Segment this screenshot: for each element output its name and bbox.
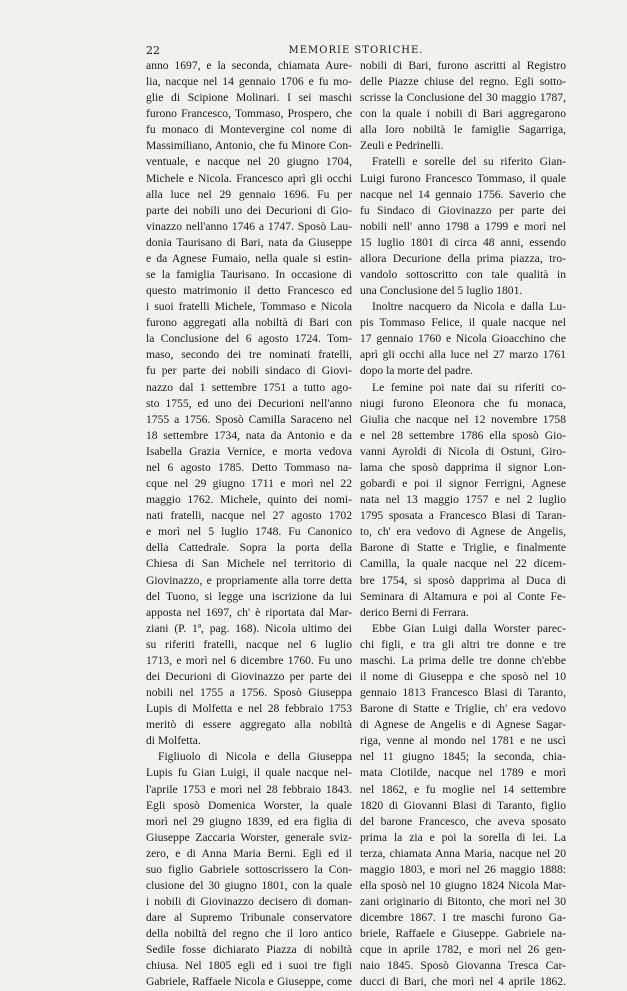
text-line: sto 1755, ed uno dei Decurioni nell'anno: [146, 396, 352, 410]
text-line: 17 gennaio 1760 e Nicola Gioacchino che: [360, 332, 566, 346]
text-line: dare al Supremo Tribunale conservatore: [146, 911, 352, 925]
text-line: del barone Francesco, che aveva sposato: [360, 814, 566, 828]
text-line: alla luce nel 29 gennaio 1696. Fu per: [146, 187, 352, 201]
text-line: nata nel 13 maggio 1757 e nel 2 luglio: [360, 493, 566, 507]
text-line: Luigi furono Francesco Tommaso, il quale: [360, 171, 566, 185]
text-line: naio 1845. Sposò Giovanna Tresca Car-: [360, 959, 566, 973]
text-line: Massimiliano, Antonio, che fu Minore Con-: [146, 139, 352, 153]
text-line: furono aggregati alla nobiltà di Bari con: [146, 316, 352, 330]
text-line: fu monaco di Montevergine col nome di: [146, 123, 352, 137]
text-line: dei Decurioni di Giovinazzo per parte dei: [146, 669, 352, 683]
text-line: maschi. La prima delle tre donne ch'ebbe: [360, 653, 566, 667]
text-line: cque in aprile 1782, e morì nel 26 gen-: [360, 943, 566, 957]
text-line: e nel 28 settembre 1786 ella sposò Gio-: [360, 428, 566, 442]
text-line: vanni Ayroldi di Nicola di Ostuni, Giro-: [360, 444, 566, 458]
text-line: nacque nel 14 gennaio 1756. Saverio che: [360, 187, 566, 201]
text-line: nazzo dal 1 settembre 1751 a tutto ago-: [146, 380, 352, 394]
text-line: gobardi e poi il signor Ferrigni, Agnese: [360, 477, 566, 491]
text-line: vinazzo nell'anno 1746 a 1747. Sposò Lau-: [146, 219, 352, 233]
text-line: nobili di Bari, furono ascritti al Registro: [360, 59, 566, 72]
text-line: Le femine poi nate dai su riferiti co-: [372, 380, 566, 394]
text-line: zani originario di Bitonto, che morì nel 30: [360, 895, 566, 909]
text-line: i suoi fratelli Michele, Tommaso e Nicola: [146, 300, 352, 314]
text-line: maggio 1762. Michele, quinto dei nomi-: [146, 493, 352, 507]
text-line: dicembre 1867. I tre maschi furono Ga-: [360, 911, 566, 925]
text-line: riga, venne al mondo nel 1781 e ne uscì: [360, 734, 566, 748]
text-line: Sedile fosse dichiarato Piazza di nobiltà: [146, 943, 352, 957]
text-line: 18 settembre 1734, nata da Antonio e da: [146, 428, 352, 442]
text-line: Barone di Statte e Triglie, e finalmente: [360, 541, 566, 555]
text-line: di Molfetta.: [146, 734, 201, 748]
text-line: zero, e di Anna Maria Berni. Egli ed il: [146, 846, 352, 860]
text-line: nobili nel 1755 a 1756. Sposò Giuseppa: [146, 686, 352, 700]
running-title: MEMORIE STORICHE.: [288, 45, 424, 56]
text-line: Fratelli e sorelle del su riferito Gian-: [372, 155, 566, 169]
text-line: meritò di essere aggregato alla nobiltà: [146, 718, 352, 732]
text-line: 1820 di Giovanni Blasi di Taranto, figlio: [360, 798, 566, 812]
text-line: maso, secondo dei tre nominati fratelli,: [146, 348, 352, 362]
text-line: donia Taurisano di Bari, nata da Giuseppe: [146, 235, 352, 249]
text-line: della Cattedrale. Sopra la porta della: [146, 541, 352, 555]
text-line: glie di Scipione Molinari. I sei maschi: [146, 91, 352, 105]
text-line: fu per parte dei nobili sindaco di Giovi-: [146, 364, 352, 378]
text-line: clusione del 30 giugno 1801, con la quale: [146, 878, 352, 892]
text-line: suo figlio Gabriele sottoscrissero la Con-: [146, 862, 352, 876]
text-line: i nobili di Giovinazzo decisero di doman-: [146, 895, 352, 909]
text-line: to, ch' era vedovo di Agnese de Angelis,: [360, 525, 566, 539]
text-line: Ebbe Gian Luigi dalla Worster parec-: [372, 621, 566, 635]
text-line: delle Piazze chiuse del regno. Egli sotto-: [360, 75, 566, 89]
text-line: il nome di Giuseppa e che sposò nel 10: [360, 669, 566, 683]
text-line: bre 1754, si sposò dapprima al Duca di: [360, 573, 566, 587]
text-line: 1755 a 1756. Sposò Camilla Saraceno nel: [146, 412, 352, 426]
text-line: nel 1862, e fu moglie nel 14 settembre: [360, 782, 566, 796]
text-line: Figliuolo di Nicola e della Giuseppa: [158, 750, 352, 764]
text-line: nel 11 giugno 1845; la seconda, chia-: [360, 750, 566, 764]
text-line: Seminara di Altamura e poi al Conte Fe-: [360, 589, 566, 603]
text-line: ventuale, e nacque nel 20 giugno 1704,: [146, 155, 352, 169]
text-line: Egli sposò Domenica Worster, la quale: [146, 798, 352, 812]
text-line: maggio 1803, e morì nel 26 maggio 1888:: [360, 862, 566, 876]
left-text-column: [146, 58, 352, 991]
text-line: Gabriele, Raffaele Nicola e Giuseppe, come: [146, 975, 352, 989]
text-line: Chiesa di San Michele nel territorio di: [146, 557, 352, 571]
text-line: Barone di Statte e Triglie, ch' era vedovo: [360, 702, 566, 716]
text-line: della nobiltà del regno che il loro antico: [146, 927, 352, 941]
text-line: furono Francesco, Tommaso, Prospero, che: [146, 107, 352, 121]
text-line: anno 1697, e la seconda, chiamata Aure-: [146, 59, 352, 72]
text-line: allora Decurione della prima piazza, tro-: [360, 251, 566, 265]
text-line: alla loro nobiltà le famiglie Sagarriga,: [360, 123, 566, 137]
text-line: niugi furono Eleonora che fu monaca,: [360, 396, 566, 410]
text-line: nel 6 agosto 1785. Detto Tommaso na-: [146, 460, 352, 474]
text-line: parte dei nobili uno dei Decurioni di Gio-: [146, 203, 352, 217]
text-line: una Conclusione del 5 luglio 1801.: [360, 284, 523, 298]
text-line: ella sposò nel 10 giugno 1824 Nicola Mar-: [360, 878, 566, 892]
text-line: morì nel 29 giugno 1839, ed era figlia di: [146, 814, 352, 828]
text-line: e morì nel 5 luglio 1748. Fu Canonico: [146, 525, 352, 539]
text-line: Giuseppe Zaccaria Worster, generale sviz-: [146, 830, 352, 844]
text-line: briele, Raffaele e Giuseppe. Gabriele na-: [360, 927, 566, 941]
text-line: Inoltre nacquero da Nicola e dalla Lu-: [372, 300, 566, 314]
text-line: ziani (P. 1ª, pag. 168). Nicola ultimo dei: [146, 621, 352, 635]
text-line: di Agnese de Angelis e di Agnese Sagar-: [360, 718, 566, 732]
text-line: e da Agnese Fumaio, nella quale si estin-: [146, 251, 352, 265]
text-line: chi figli, e tra gli altri tre donne e tre: [360, 637, 566, 651]
text-line: ducci di Bari, che morì nel 4 aprile 1862.: [360, 975, 566, 989]
text-line: 15 luglio 1801 di circa 48 anni, essendo: [360, 235, 566, 249]
text-line: questo matrimonio il detto Francesco ed: [146, 284, 352, 298]
text-line: Camilla, la quale nacque nel 22 dicem-: [360, 557, 566, 571]
page-number: 22: [146, 44, 160, 57]
text-line: se la famiglia Taurisano. In occasione di: [146, 268, 352, 282]
text-line: su riferiti fratelli, nacque nel 6 luglio: [146, 637, 352, 651]
text-line: vandolo sottoscritto con tale qualità in: [360, 268, 566, 282]
text-line: lia, nacque nel 14 gennaio 1706 e fu mo-: [146, 75, 352, 89]
text-line: apposta nel 1697, ch' è riportata dal Mar-: [146, 605, 352, 619]
text-line: 1713, e morì nel 6 dicembre 1760. Fu uno: [146, 653, 352, 667]
text-line: dopo la morte del padre.: [360, 364, 473, 378]
text-line: nati fratelli, nacque nel 27 agosto 1702: [146, 509, 352, 523]
text-line: chiusa. Nel 1805 egli ed i suoi tre figli: [146, 959, 352, 973]
text-line: l'aprile 1753 e morì nel 28 febbraio 1843.: [146, 782, 352, 796]
text-line: Giovinazzo, e propriamente alla torre detta: [146, 573, 352, 587]
text-line: cque nel 29 giugno 1711 e morì nel 22: [146, 477, 352, 491]
text-line: scrisse la Conclusione del 30 maggio 1787,: [360, 91, 566, 105]
text-line: nobili nell' anno 1798 a 1799 e morì nel: [360, 219, 566, 233]
text-line: Isabella Grazia Vernice, e morta vedova: [146, 444, 352, 458]
text-line: aprì gli occhi alla luce nel 27 marzo 1761: [360, 348, 566, 362]
text-line: con la quale i nobili di Bari aggregarono: [360, 107, 566, 121]
text-line: del Tuono, si legge una iscrizione da lui: [146, 589, 352, 603]
text-line: terza, chiamata Anna Maria, nacque nel 20: [360, 846, 566, 860]
text-line: Lupis di Molfetta e nel 28 febbraio 1753: [146, 702, 352, 716]
text-line: la Conclusione del 6 agosto 1724. Tom-: [146, 332, 352, 346]
text-line: fu Sindaco di Giovinazzo per parte dei: [360, 203, 566, 217]
text-line: derico Berni di Ferrara.: [360, 605, 469, 619]
text-line: lama che sposò dapprima il signor Lon-: [360, 460, 566, 474]
text-line: Lupis fu Gian Luigi, il quale nacque nel-: [146, 766, 352, 780]
running-header: [146, 44, 566, 58]
text-line: Giulia che nacque nel 12 novembre 1758: [360, 412, 566, 426]
text-line: 1795 sposata a Francesco Blasi di Taran-: [360, 509, 566, 523]
text-line: Michele e Nicola. Francesco aprì gli occhi: [146, 171, 352, 185]
text-line: mata Clotilde, nacque nel 1789 e morì: [360, 766, 566, 780]
text-line: Zeuli e Pedrinelli.: [360, 139, 444, 153]
text-line: pis Tommaso Felice, il quale nacque nel: [360, 316, 566, 330]
right-text-column: [360, 58, 566, 991]
text-line: prima la zia e poi la sorella di lei. La: [360, 830, 566, 844]
text-line: gennaio 1813 Francesco Blasi di Taranto,: [360, 686, 566, 700]
